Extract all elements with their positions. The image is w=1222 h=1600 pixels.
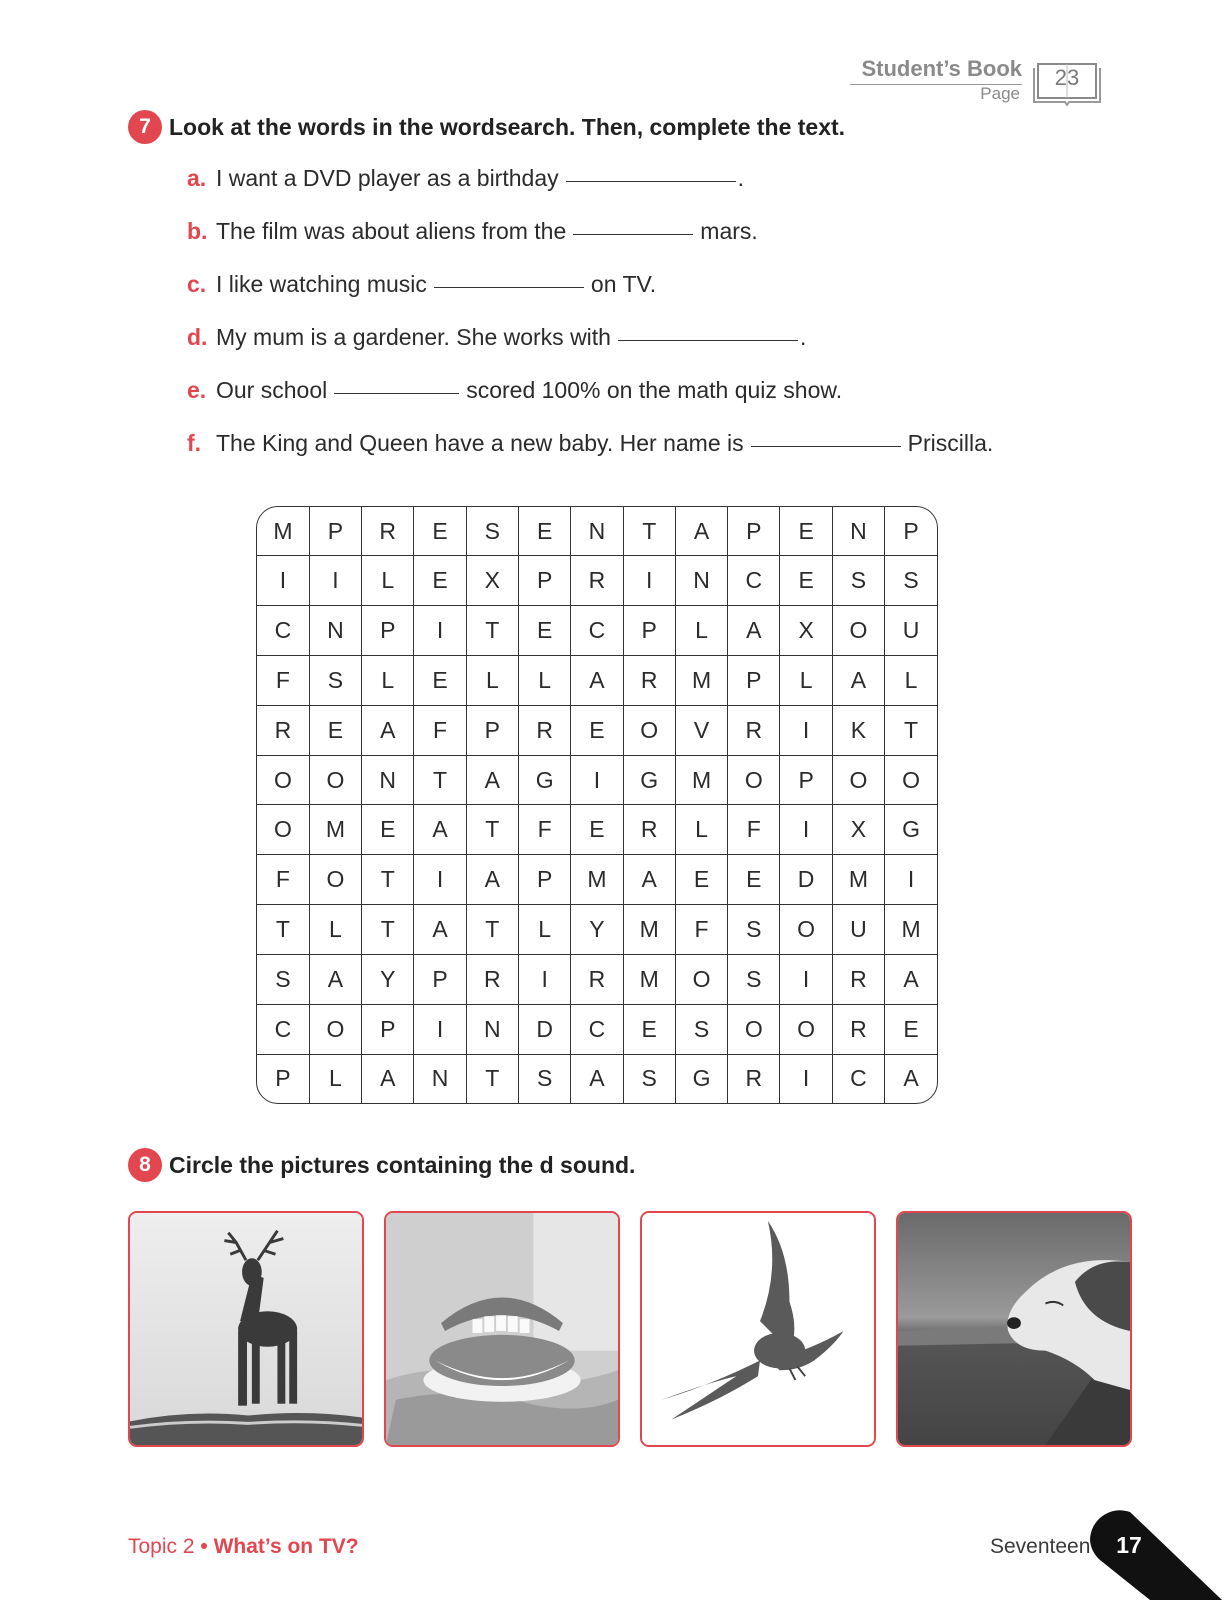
answer-blank[interactable]	[618, 339, 798, 341]
students-book-page-number: 23	[1054, 65, 1080, 90]
footer-topic	[128, 1535, 359, 1559]
question-letter: c.	[187, 271, 207, 297]
wordsearch-cell[interactable]: G	[623, 755, 675, 805]
wordsearch-cell[interactable]: I	[780, 1054, 832, 1103]
wordsearch-cell[interactable]: I	[257, 556, 309, 606]
wordsearch-cell[interactable]: A	[571, 1054, 623, 1103]
exercise-number-badge: 8	[128, 1148, 162, 1182]
wordsearch-cell[interactable]: T	[414, 755, 466, 805]
wordsearch-cell[interactable]: I	[414, 606, 466, 656]
wordsearch-cell[interactable]: R	[832, 1004, 884, 1054]
wordsearch-cell[interactable]: E	[414, 556, 466, 606]
wordsearch-cell[interactable]: O	[728, 1004, 780, 1054]
wordsearch-cell[interactable]: R	[518, 705, 570, 755]
wordsearch-cell[interactable]: A	[832, 656, 884, 706]
wordsearch-cell[interactable]: T	[885, 705, 937, 755]
wordsearch-cell[interactable]: E	[571, 805, 623, 855]
wordsearch-cell[interactable]: A	[675, 507, 727, 556]
wordsearch-cell[interactable]: T	[466, 805, 518, 855]
parrot-picture[interactable]	[640, 1211, 876, 1447]
wordsearch-cell[interactable]: P	[309, 507, 361, 556]
wordsearch-cell[interactable]: A	[466, 855, 518, 905]
exercise-instruction: Circle the pictures containing the d sound.	[169, 1151, 636, 1178]
wordsearch-cell[interactable]: P	[518, 855, 570, 905]
wordsearch-cell[interactable]: R	[728, 1054, 780, 1103]
wordsearch-cell[interactable]: C	[257, 606, 309, 656]
wordsearch-cell[interactable]: L	[518, 656, 570, 706]
question-text-before: My mum is a gardener. She works with	[216, 324, 611, 350]
wordsearch-cell[interactable]: N	[832, 507, 884, 556]
wordsearch-cell[interactable]: A	[309, 954, 361, 1004]
wordsearch-cell[interactable]: L	[466, 656, 518, 706]
wordsearch-cell[interactable]: N	[571, 507, 623, 556]
wordsearch-cell[interactable]: S	[885, 556, 937, 606]
wordsearch-cell[interactable]: R	[623, 805, 675, 855]
wordsearch-cell[interactable]: I	[780, 805, 832, 855]
wordsearch-cell[interactable]: M	[675, 656, 727, 706]
question-text-before: The King and Queen have a new baby. Her name is	[216, 430, 744, 456]
wordsearch-cell[interactable]: L	[780, 656, 832, 706]
exercise-number-badge: 7	[128, 110, 162, 144]
wordsearch-cell[interactable]: O	[780, 905, 832, 955]
wordsearch-cell[interactable]: G	[675, 1054, 727, 1103]
wordsearch-cell[interactable]: C	[257, 1004, 309, 1054]
question-text-after: scored 100% on the math quiz show.	[466, 377, 843, 403]
wordsearch-cell[interactable]: P	[518, 556, 570, 606]
wordsearch-cell[interactable]: I	[885, 855, 937, 905]
wordsearch-cell[interactable]: D	[780, 855, 832, 905]
wordsearch-cell[interactable]: X	[780, 606, 832, 656]
wordsearch-cell[interactable]: O	[885, 755, 937, 805]
question-d	[187, 324, 806, 351]
topic-bullet: •	[200, 1535, 208, 1558]
wordsearch-cell[interactable]: O	[728, 755, 780, 805]
wordsearch-cell[interactable]: S	[257, 954, 309, 1004]
wordsearch-row	[257, 905, 937, 955]
wordsearch-row	[257, 855, 937, 905]
wordsearch-cell[interactable]: A	[571, 656, 623, 706]
students-book-label: Student’s Book	[861, 56, 1022, 81]
wordsearch-cell[interactable]: E	[571, 705, 623, 755]
wordsearch-row	[257, 656, 937, 706]
wordsearch-cell[interactable]: U	[885, 606, 937, 656]
wordsearch-cell[interactable]: A	[414, 905, 466, 955]
wordsearch-cell[interactable]: N	[466, 1004, 518, 1054]
wordsearch-cell[interactable]: E	[780, 507, 832, 556]
wordsearch-cell[interactable]: P	[728, 507, 780, 556]
wordsearch-cell[interactable]: F	[414, 705, 466, 755]
question-c	[187, 271, 656, 298]
question-text-after: Priscilla.	[907, 430, 994, 456]
wordsearch-cell[interactable]: L	[309, 905, 361, 955]
wordsearch-cell[interactable]: N	[362, 755, 414, 805]
wordsearch-cell[interactable]: G	[518, 755, 570, 805]
question-f	[187, 430, 993, 457]
parrot-image	[642, 1213, 874, 1445]
dentures-image	[386, 1213, 618, 1445]
wordsearch-cell[interactable]: Y	[362, 954, 414, 1004]
wordsearch-cell[interactable]: E	[518, 606, 570, 656]
wordsearch-cell[interactable]: E	[518, 507, 570, 556]
wordsearch-cell[interactable]: P	[414, 954, 466, 1004]
wordsearch-cell[interactable]: R	[832, 954, 884, 1004]
answer-blank[interactable]	[334, 392, 459, 394]
page-number: 17	[1116, 1532, 1142, 1558]
wordsearch-cell[interactable]: I	[780, 705, 832, 755]
wordsearch-cell[interactable]: O	[832, 755, 884, 805]
wordsearch-cell[interactable]: O	[309, 855, 361, 905]
wordsearch-cell[interactable]: I	[780, 954, 832, 1004]
wordsearch-cell[interactable]: E	[623, 1004, 675, 1054]
wordsearch-row	[257, 507, 937, 556]
wordsearch-cell[interactable]: M	[257, 507, 309, 556]
wordsearch-cell[interactable]: M	[309, 805, 361, 855]
wordsearch-row	[257, 556, 937, 606]
wordsearch-cell[interactable]: F	[728, 805, 780, 855]
page-number-word: Seventeen	[990, 1535, 1091, 1558]
answer-blank[interactable]	[434, 286, 584, 288]
wordsearch-cell[interactable]: L	[309, 1054, 361, 1103]
wordsearch-cell[interactable]: A	[728, 606, 780, 656]
question-b	[187, 218, 758, 245]
wordsearch-row	[257, 705, 937, 755]
wordsearch-cell[interactable]: O	[309, 1004, 361, 1054]
wordsearch-cell[interactable]: A	[885, 1054, 937, 1103]
wordsearch-cell[interactable]: U	[832, 905, 884, 955]
wordsearch-cell[interactable]: A	[885, 954, 937, 1004]
wordsearch-cell[interactable]: N	[414, 1054, 466, 1103]
wordsearch-cell[interactable]: K	[832, 705, 884, 755]
answer-blank[interactable]	[751, 445, 901, 447]
wordsearch-cell[interactable]: P	[623, 606, 675, 656]
wordsearch-cell[interactable]: S	[466, 507, 518, 556]
wordsearch-cell[interactable]: R	[571, 556, 623, 606]
wordsearch-cell[interactable]: E	[309, 705, 361, 755]
wordsearch-cell[interactable]: E	[414, 507, 466, 556]
answer-blank[interactable]	[573, 233, 693, 235]
wordsearch-cell[interactable]: O	[257, 755, 309, 805]
question-letter: b.	[187, 218, 208, 244]
wordsearch-cell[interactable]: A	[623, 855, 675, 905]
wordsearch-cell[interactable]: I	[309, 556, 361, 606]
wordsearch-cell[interactable]: I	[414, 855, 466, 905]
wordsearch-cell[interactable]: M	[885, 905, 937, 955]
wordsearch-cell[interactable]: I	[623, 556, 675, 606]
wordsearch-cell[interactable]: C	[571, 606, 623, 656]
wordsearch-cell[interactable]: S	[623, 1054, 675, 1103]
page-label: Page	[980, 84, 1020, 103]
wordsearch-cell[interactable]: E	[362, 805, 414, 855]
wordsearch-cell[interactable]: N	[675, 556, 727, 606]
wordsearch-cell[interactable]: R	[728, 705, 780, 755]
dog-picture[interactable]	[896, 1211, 1132, 1447]
question-letter: e.	[187, 377, 207, 403]
wordsearch-cell[interactable]: M	[571, 855, 623, 905]
wordsearch-cell[interactable]: E	[675, 855, 727, 905]
wordsearch-table	[257, 507, 937, 1103]
wordsearch-cell[interactable]: S	[309, 656, 361, 706]
wordsearch-cell[interactable]: T	[466, 606, 518, 656]
wordsearch-row	[257, 805, 937, 855]
wordsearch-cell[interactable]: E	[414, 656, 466, 706]
wordsearch-cell[interactable]: L	[675, 606, 727, 656]
wordsearch-cell[interactable]: O	[780, 1004, 832, 1054]
wordsearch-cell[interactable]: R	[571, 954, 623, 1004]
question-text-after: on TV.	[590, 271, 657, 297]
topic-label: Topic 2	[128, 1535, 195, 1558]
question-a	[187, 165, 744, 192]
wordsearch-cell[interactable]: S	[518, 1054, 570, 1103]
wordsearch-cell[interactable]: R	[362, 507, 414, 556]
wordsearch-cell[interactable]: P	[728, 656, 780, 706]
wordsearch-cell[interactable]: X	[466, 556, 518, 606]
wordsearch-cell[interactable]: A	[466, 755, 518, 805]
wordsearch-cell[interactable]: O	[675, 954, 727, 1004]
question-text-before: I want a DVD player as a birthday	[216, 165, 559, 191]
wordsearch-grid	[256, 506, 938, 1104]
wordsearch-cell[interactable]: V	[675, 705, 727, 755]
wordsearch-cell[interactable]: R	[623, 656, 675, 706]
wordsearch-cell[interactable]: G	[885, 805, 937, 855]
wordsearch-cell[interactable]: O	[623, 705, 675, 755]
wordsearch-cell[interactable]: M	[832, 855, 884, 905]
question-text-after: mars.	[700, 218, 758, 244]
wordsearch-cell[interactable]: L	[675, 805, 727, 855]
wordsearch-cell[interactable]: P	[257, 1054, 309, 1103]
wordsearch-cell[interactable]: C	[832, 1054, 884, 1103]
wordsearch-cell[interactable]: P	[466, 705, 518, 755]
question-letter: d.	[187, 324, 208, 350]
wordsearch-cell[interactable]: O	[309, 755, 361, 805]
topic-title: What’s on TV?	[213, 1535, 359, 1558]
wordsearch-row	[257, 1054, 937, 1103]
wordsearch-cell[interactable]: M	[675, 755, 727, 805]
wordsearch-cell[interactable]: C	[728, 556, 780, 606]
exercise-8-heading	[128, 1148, 635, 1182]
wordsearch-cell[interactable]: Y	[571, 905, 623, 955]
wordsearch-cell[interactable]: O	[257, 805, 309, 855]
wordsearch-cell[interactable]: L	[362, 656, 414, 706]
wordsearch-cell[interactable]: P	[362, 606, 414, 656]
wordsearch-cell[interactable]: S	[832, 556, 884, 606]
wordsearch-cell[interactable]: I	[518, 954, 570, 1004]
wordsearch-cell[interactable]: F	[257, 855, 309, 905]
wordsearch-cell[interactable]: M	[623, 905, 675, 955]
wordsearch-cell[interactable]: P	[362, 1004, 414, 1054]
deer-image	[130, 1213, 362, 1445]
wordsearch-cell[interactable]: F	[518, 805, 570, 855]
wordsearch-cell[interactable]: F	[257, 656, 309, 706]
answer-blank[interactable]	[566, 180, 736, 182]
question-text-before: I like watching music	[216, 271, 427, 297]
exercise-instruction: Look at the words in the wordsearch. Then, complete the text.	[169, 113, 846, 140]
wordsearch-cell[interactable]: O	[832, 606, 884, 656]
wordsearch-cell[interactable]: A	[362, 1054, 414, 1103]
wordsearch-cell[interactable]: X	[832, 805, 884, 855]
wordsearch-cell[interactable]: S	[728, 905, 780, 955]
wordsearch-cell[interactable]: T	[257, 905, 309, 955]
question-text-before: Our school	[216, 377, 328, 403]
wordsearch-cell[interactable]: L	[885, 656, 937, 706]
wordsearch-cell[interactable]: N	[309, 606, 361, 656]
wordsearch-cell[interactable]: T	[466, 1054, 518, 1103]
dentures-picture[interactable]	[384, 1211, 620, 1447]
question-e	[187, 377, 842, 404]
wordsearch-cell[interactable]: T	[362, 855, 414, 905]
wordsearch-cell[interactable]: M	[623, 954, 675, 1004]
wordsearch-cell[interactable]: L	[518, 905, 570, 955]
wordsearch-row	[257, 606, 937, 656]
wordsearch-row	[257, 954, 937, 1004]
wordsearch-cell[interactable]: T	[466, 905, 518, 955]
exercise-7-heading	[128, 110, 845, 144]
wordsearch-cell[interactable]: I	[414, 1004, 466, 1054]
question-text-after: .	[799, 324, 807, 350]
wordsearch-cell[interactable]: P	[885, 507, 937, 556]
wordsearch-cell[interactable]: E	[728, 855, 780, 905]
wordsearch-row	[257, 1004, 937, 1054]
wordsearch-cell[interactable]: P	[780, 755, 832, 805]
wordsearch-cell[interactable]: I	[571, 755, 623, 805]
question-letter: a.	[187, 165, 207, 191]
wordsearch-cell[interactable]: A	[414, 805, 466, 855]
wordsearch-cell[interactable]: E	[780, 556, 832, 606]
students-book-reference	[860, 54, 1132, 110]
wordsearch-cell[interactable]: T	[362, 905, 414, 955]
wordsearch-cell[interactable]: L	[362, 556, 414, 606]
wordsearch-cell[interactable]: S	[728, 954, 780, 1004]
question-text-before: The film was about aliens from the	[216, 218, 567, 244]
question-letter: f.	[187, 430, 202, 456]
dog-image	[898, 1213, 1130, 1445]
wordsearch-cell[interactable]: R	[257, 705, 309, 755]
wordsearch-cell[interactable]: A	[362, 705, 414, 755]
wordsearch-cell[interactable]: E	[885, 1004, 937, 1054]
wordsearch-cell[interactable]: S	[675, 1004, 727, 1054]
wordsearch-cell[interactable]: R	[466, 954, 518, 1004]
deer-picture[interactable]	[128, 1211, 364, 1447]
wordsearch-cell[interactable]: F	[675, 905, 727, 955]
wordsearch-cell[interactable]: C	[571, 1004, 623, 1054]
wordsearch-cell[interactable]: T	[623, 507, 675, 556]
question-text-after: .	[737, 165, 744, 191]
wordsearch-row	[257, 755, 937, 805]
wordsearch-cell[interactable]: D	[518, 1004, 570, 1054]
